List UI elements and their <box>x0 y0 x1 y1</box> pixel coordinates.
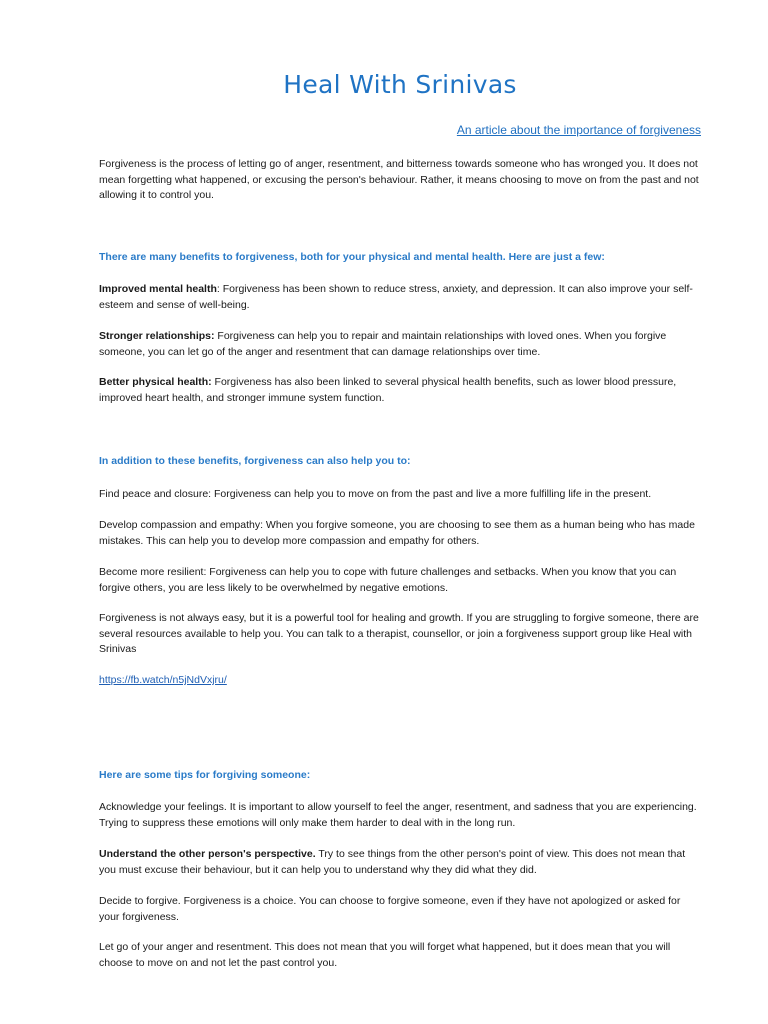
tip-label: Understand the other person's perspective. <box>99 848 316 860</box>
video-link[interactable]: https://fb.watch/n5jNdVxjru/ <box>99 674 227 686</box>
addition-item: Become more resilient: Forgiveness can help you to cope with future challenges and setbacks. When you know that you can forgive others, you are less likely to be overwhelmed by negative emotions. <box>99 566 677 594</box>
tip-item: Let go of your anger and resentment. This does not mean that you will forget what happened, but it does mean that you will choose to move on and not let the past control you. <box>99 941 671 969</box>
resources-paragraph: Forgiveness is not always easy, but it is a powerful tool for healing and growth. If you are struggling to forgive someone, there are several resources available to help you. You can talk to a therapist, counsellor, or join a forgiveness support group like Heal with Srinivas <box>99 612 699 655</box>
tip-item <box>99 847 703 878</box>
benefit-label: Improved mental health <box>99 283 217 295</box>
addition-item: Find peace and closure: Forgiveness can help you to move on from the past and live a more fulfilling life in the present. <box>99 488 652 500</box>
tips-heading: Here are some tips for forgiving someone: <box>99 769 311 781</box>
intro-paragraph: Forgiveness is the process of letting go of anger, resentment, and bitterness towards someone who has wronged you. It does not mean forgetting what happened, or excusing the person's behaviour. Rather, it means choosing to move on from the past and not allowing it to control you. <box>99 158 699 201</box>
page-title: Heal With Srinivas <box>283 70 517 99</box>
benefit-text: Forgiveness can help you to repair and maintain relationships with loved ones. When you forgive someone, you can let go of the anger and resentment that can damage relationships over time. <box>99 330 667 358</box>
addition-item: Develop compassion and empathy: When you forgive someone, you are choosing to see them as a human being who has made mistakes. This can help you to develop more compassion and empathy for others. <box>99 519 695 547</box>
benefit-label: Better physical health: <box>99 376 212 388</box>
benefits-heading: There are many benefits to forgiveness, both for your physical and mental health. Here are just a few: <box>99 251 605 263</box>
benefit-text: Forgiveness has also been linked to several physical health benefits, such as lower blood pressure, improved heart health, and stronger immune system function. <box>99 376 677 404</box>
addition-heading: In addition to these benefits, forgiveness can also help you to: <box>99 455 411 467</box>
benefit-text: : Forgiveness has been shown to reduce stress, anxiety, and depression. It can also improve your self-esteem and sense of well-being. <box>99 283 693 311</box>
benefit-item <box>99 282 703 313</box>
benefit-item <box>99 375 703 406</box>
tip-text: Try to see things from the other person's point of view. This does not mean that you must excuse their behaviour, but it can help you to understand why they did what they did. <box>99 848 686 876</box>
tip-item: Acknowledge your feelings. It is important to allow yourself to feel the anger, resentment, and sadness that you are experiencing. Trying to suppress these emotions will only make them harder to deal with in the long run. <box>99 801 697 829</box>
benefit-item <box>99 329 703 360</box>
tip-item: Decide to forgive. Forgiveness is a choice. You can choose to forgive someone, even if they have not apologized or asked for your forgiveness. <box>99 895 681 923</box>
benefit-label: Stronger relationships: <box>99 330 215 342</box>
article-subtitle-link[interactable]: An article about the importance of forgiveness <box>456 123 701 137</box>
video-link-row <box>99 673 703 689</box>
